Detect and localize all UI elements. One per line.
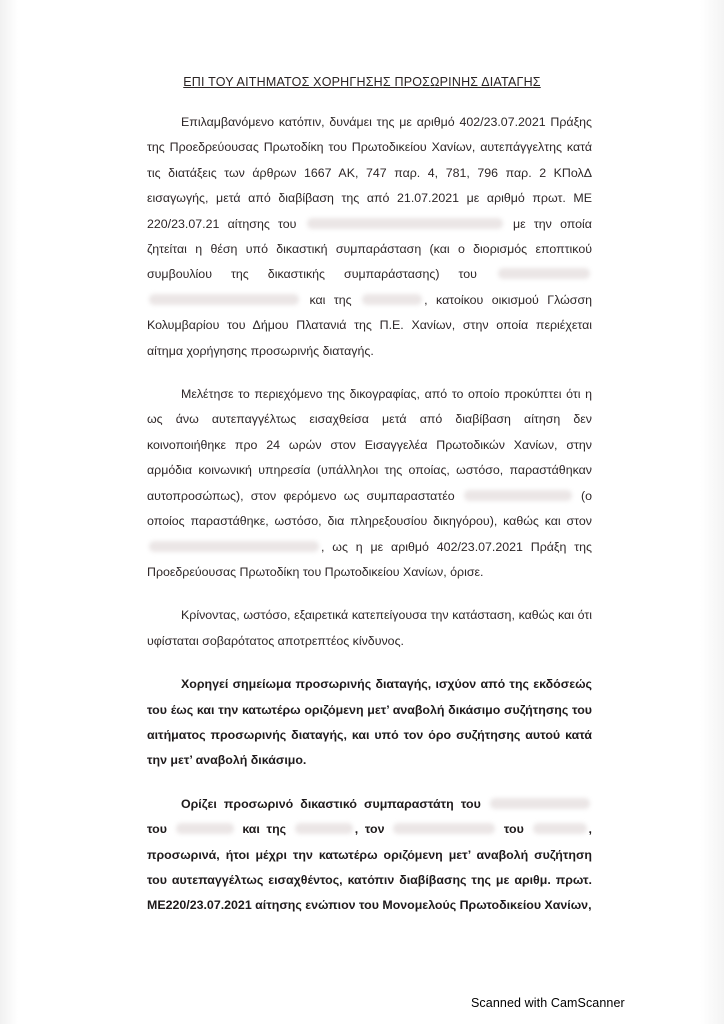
redacted-name bbox=[307, 218, 503, 229]
paragraph-1-text-b: με την οποία ζητείται η θέση υπό δικαστική συμπαράσταση (και ο διορισμός εποπτικού συμβουλίου της δικαστικής συμπαράστασης) του bbox=[147, 216, 592, 282]
paragraph-5-text-b: του bbox=[147, 822, 167, 837]
paragraph-5-text-a: Ορίζει προσωρινό δικαστικό συμπαραστάτη του bbox=[181, 796, 481, 811]
redacted-name bbox=[533, 823, 587, 834]
document-title: ΕΠΙ ΤΟΥ ΑΙΤΗΜΑΤΟΣ ΧΟΡΗΓΗΣΗΣ ΠΡΟΣΩΡΙΝΗΣ ΔΙΑΤΑΓΗΣ bbox=[183, 75, 541, 89]
redacted-name bbox=[295, 823, 353, 834]
paragraph-3-text: Κρίνοντας, ωστόσο, εξαιρετικά κατεπείγουσα την κατάσταση, καθώς και ότι υφίσταται σοβαρότατος αποτρεπτέος κίνδυνος. bbox=[147, 608, 592, 648]
paragraph-4 bbox=[147, 672, 592, 774]
paragraph-2 bbox=[147, 382, 592, 585]
redacted-name bbox=[490, 798, 590, 809]
redacted-name bbox=[149, 541, 319, 552]
paragraph-5-text-c: και της bbox=[242, 822, 287, 837]
redacted-name bbox=[498, 268, 590, 279]
paragraph-5 bbox=[147, 792, 592, 919]
paragraph-5-text-d: , τον bbox=[354, 822, 385, 837]
redacted-name bbox=[149, 294, 299, 305]
redacted-name bbox=[362, 294, 422, 305]
paragraph-2-text-b: (ο οποίος παραστάθηκε, ωστόσο, δια πληρεξουσίου δικηγόρου), καθώς και στον bbox=[147, 488, 592, 529]
redacted-name bbox=[464, 490, 572, 501]
camscanner-watermark: Scanned with CamScanner bbox=[471, 996, 625, 1010]
paragraph-5-text-f: , προσωρινά, ήτοι μέχρι την κατωτέρω οριζόμενη μετ’ αναβολή συζήτηση του αυτεπαγγέλτως εισαχθέντος, κατόπιν διαβίβασης της με αριθμ. πρωτ. ΜΕ220/23.07.2021 αίτησης ενώπιον του Μονομελούς Πρωτοδικείου Χανίων, bbox=[147, 822, 592, 913]
paragraph-1-text-a: Επιλαμβανόμενο κατόπιν, δυνάμει της με αριθμό 402/23.07.2021 Πράξης της Προεδρεύουσας Πρωτοδίκη του Πρωτοδικείου Χανίων, αυτεπάγγελτης κατά τις διατάξεις των άρθρων 1667 ΑΚ, 747 παρ. 4, 781, 796 παρ. 2 ΚΠολΔ εισαγωγής, μετά από διαβίβαση της από 21.07.2021 με αριθμό πρωτ. ΜΕ 220/23.07.21 αίτησης του bbox=[147, 115, 592, 231]
paragraph-2-text-c: , ως η με αριθμό 402/23.07.2021 Πράξη της Προεδρεύουσας Πρωτοδίκη του Πρωτοδικείου Χανίων, όρισε. bbox=[147, 539, 592, 579]
paragraph-5-text-e: του bbox=[503, 822, 524, 837]
paragraph-2-text-a: Μελέτησε το περιεχόμενο της δικογραφίας, από το οποίο προκύπτει ότι η ως άνω αυτεπαγγέλτως εισαχθείσα μετά από διαβίβαση αίτηση δεν κοινοποιήθηκε προ 24 ωρών στον Εισαγγελέα Πρωτοδικών Χανίων, στην αρμόδια κοινωνική υπηρεσία (υπάλληλοι της οποίας, ωστόσο, παραστάθηκαν αυτοπροσώπως), στον φερόμενο ως συμπαραστατέο bbox=[147, 387, 592, 503]
paragraph-1-text-c: και της bbox=[309, 292, 352, 307]
paragraph-3 bbox=[147, 603, 592, 654]
document-body bbox=[147, 110, 592, 937]
redacted-name bbox=[393, 823, 495, 834]
paragraph-4-text: Χορηγεί σημείωμα προσωρινής διαταγής, ισχύον από της εκδόσεώς του έως και την κατωτέρω οριζόμενη μετ’ αναβολή δικάσιμο συζήτησης του αιτήματος προσωρινής διαταγής, και υπό τον όρο συζήτησης αυτού κατά την μετ’ αναβολή δικάσιμο. bbox=[147, 677, 592, 768]
redacted-name bbox=[176, 823, 234, 834]
paragraph-1-text-d: , κατοίκου οικισμού Γλώσση Κολυμβαρίου του Δήμου Πλατανιά της Π.Ε. Χανίων, στην οποία περιέχεται αίτημα χορήγησης προσωρινής διαταγής. bbox=[147, 292, 592, 358]
paragraph-1 bbox=[147, 110, 592, 364]
